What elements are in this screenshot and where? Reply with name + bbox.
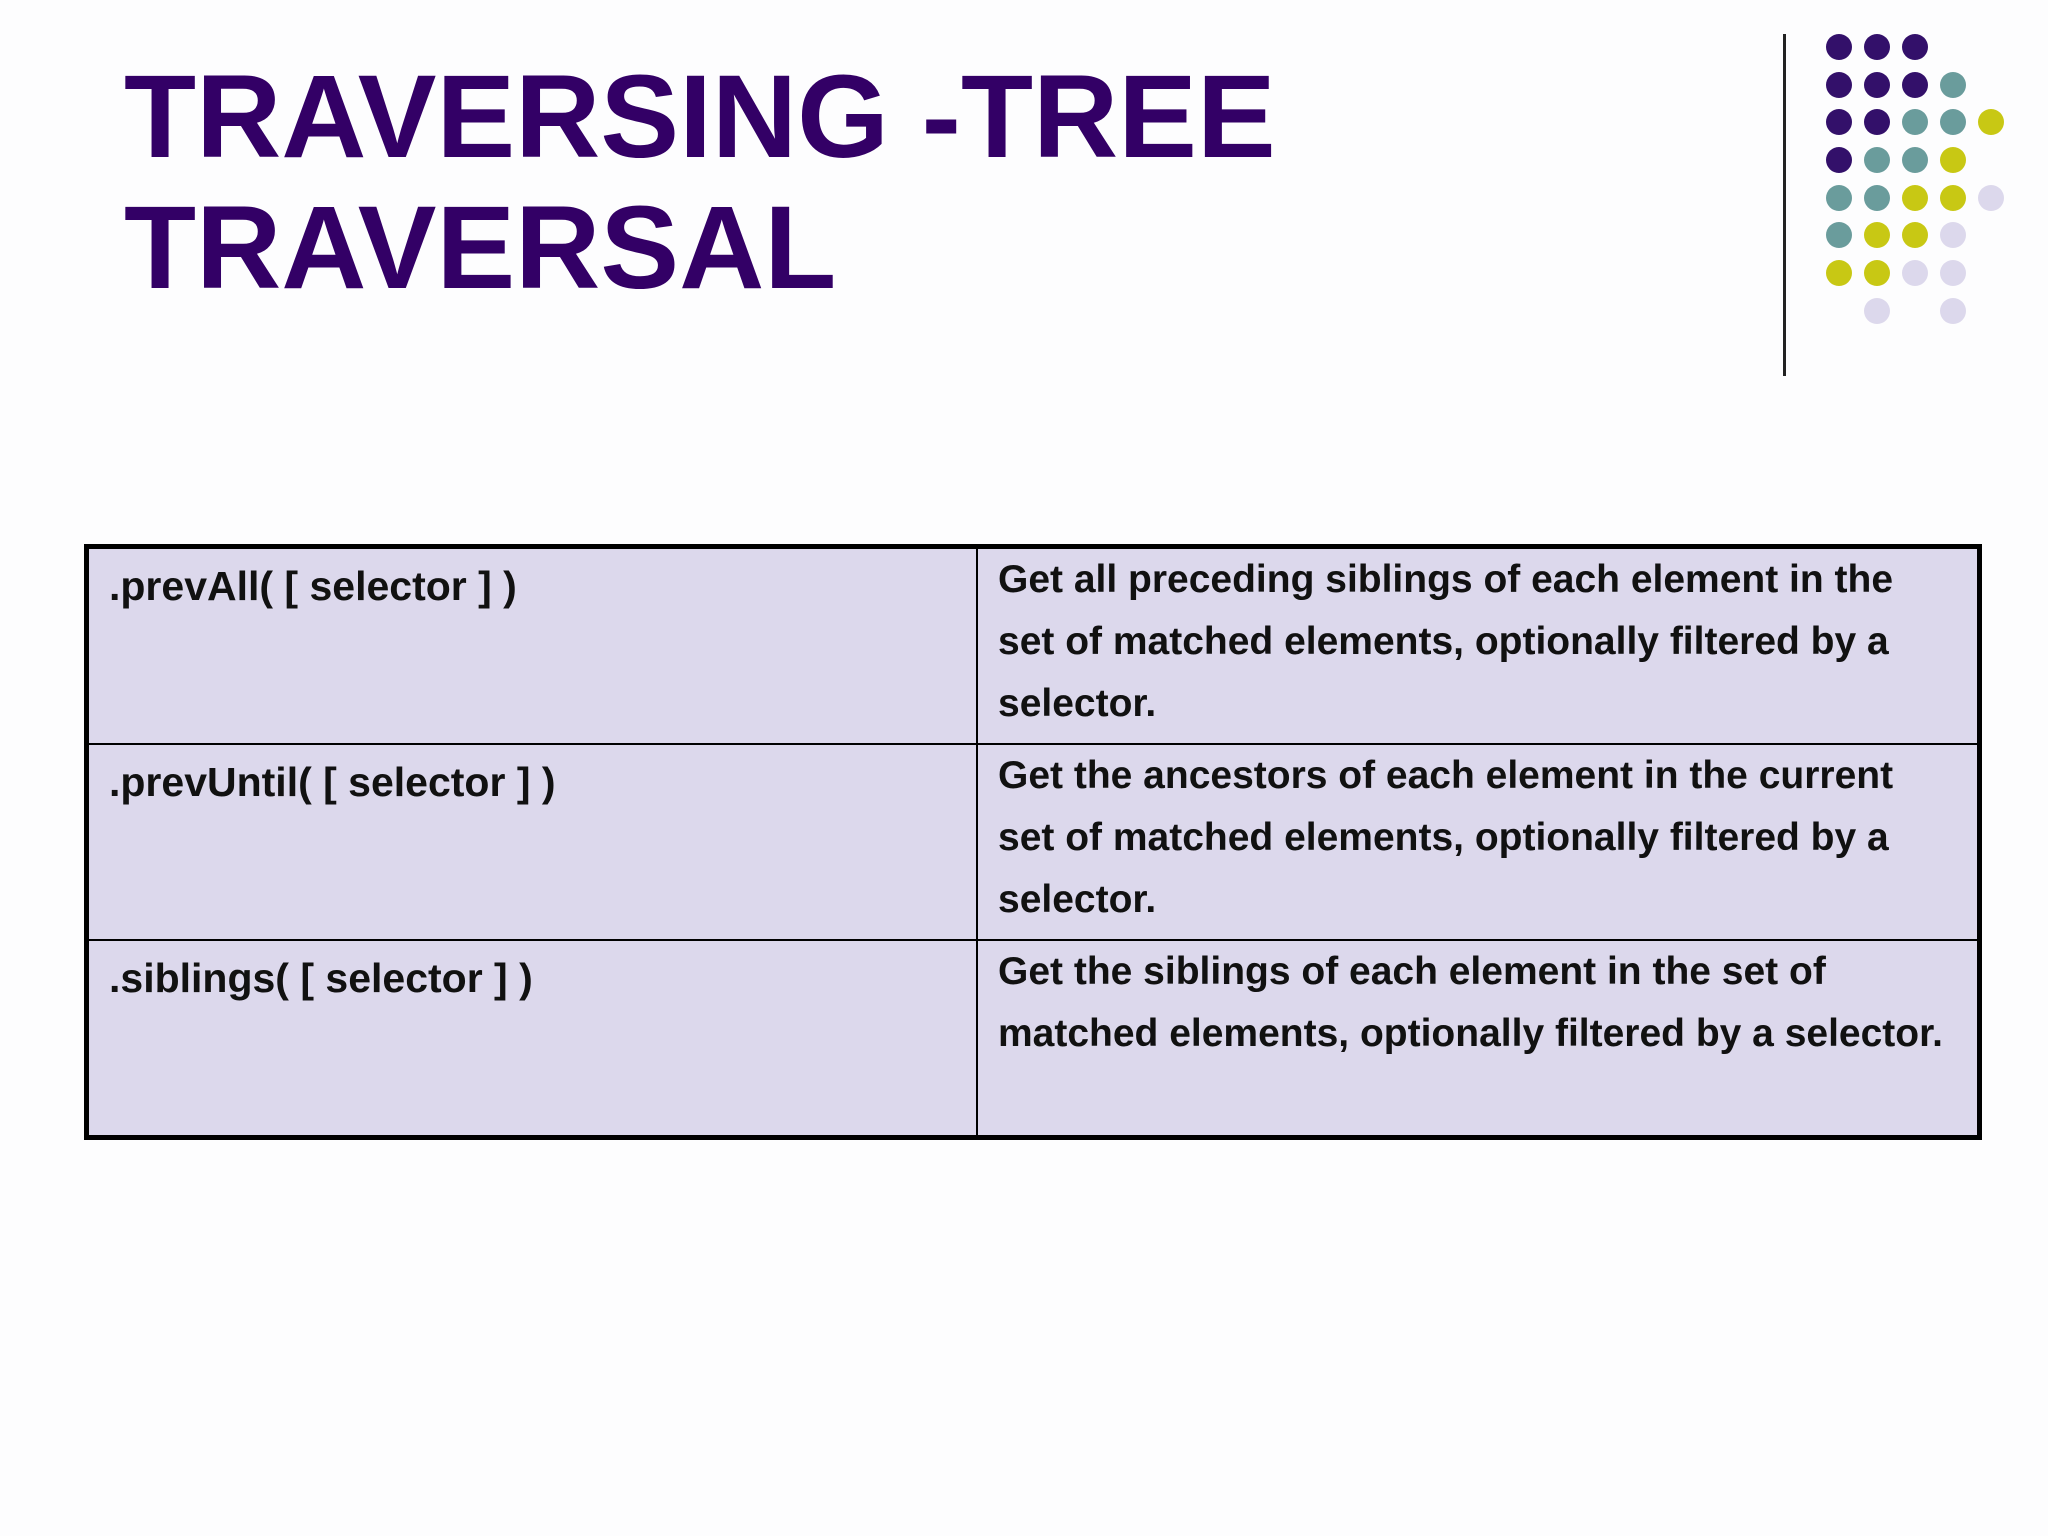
dot-teal (1902, 109, 1928, 135)
description-cell: Get the siblings of each element in the set of matched elements, optionally filtered by a selector. (977, 940, 1980, 1138)
dot-teal (1826, 185, 1852, 211)
dot-lime (1864, 222, 1890, 248)
dot-purple (1864, 72, 1890, 98)
dot-lavender (1940, 260, 1966, 286)
dot-lime (1940, 147, 1966, 173)
dot-teal (1902, 147, 1928, 173)
table-row (87, 940, 1980, 1138)
dot-lavender (1940, 222, 1966, 248)
dot-purple (1826, 72, 1852, 98)
table-row (87, 744, 1980, 940)
dot-teal (1826, 222, 1852, 248)
description-cell: Get all preceding siblings of each element in the set of matched elements, optionally filtered by a selector. (977, 547, 1980, 745)
dot-purple (1864, 34, 1890, 60)
dot-lime (1864, 260, 1890, 286)
dot-teal (1940, 72, 1966, 98)
dot-purple (1902, 72, 1928, 98)
dot-purple (1864, 109, 1890, 135)
dot-lavender (1864, 298, 1890, 324)
slide-title (124, 52, 1276, 314)
dot-lavender (1940, 298, 1966, 324)
table-row (87, 547, 1980, 745)
dot-purple (1902, 34, 1928, 60)
dot-lime (1978, 109, 2004, 135)
method-cell: .prevAll( [ selector ] ) (87, 547, 978, 745)
dot-teal (1940, 109, 1966, 135)
dot-lavender (1902, 260, 1928, 286)
dot-lavender (1978, 185, 2004, 211)
dot-teal (1864, 147, 1890, 173)
dot-lime (1940, 185, 1966, 211)
dot-teal (1864, 185, 1890, 211)
title-line-1: TRAVERSING -TREE (124, 51, 1276, 183)
methods-table (84, 544, 1982, 1140)
method-cell: .siblings( [ selector ] ) (87, 940, 978, 1138)
description-cell: Get the ancestors of each element in the current set of matched elements, optionally filtered by a selector. (977, 744, 1980, 940)
dot-purple (1826, 147, 1852, 173)
dot-lime (1826, 260, 1852, 286)
title-line-2: TRAVERSAL (124, 182, 837, 314)
dot-lime (1902, 222, 1928, 248)
dot-purple (1826, 34, 1852, 60)
dot-purple (1826, 109, 1852, 135)
methods-table-container (84, 544, 1982, 1140)
method-cell: .prevUntil( [ selector ] ) (87, 744, 978, 940)
header-divider (1783, 34, 1786, 376)
dot-lime (1902, 185, 1928, 211)
